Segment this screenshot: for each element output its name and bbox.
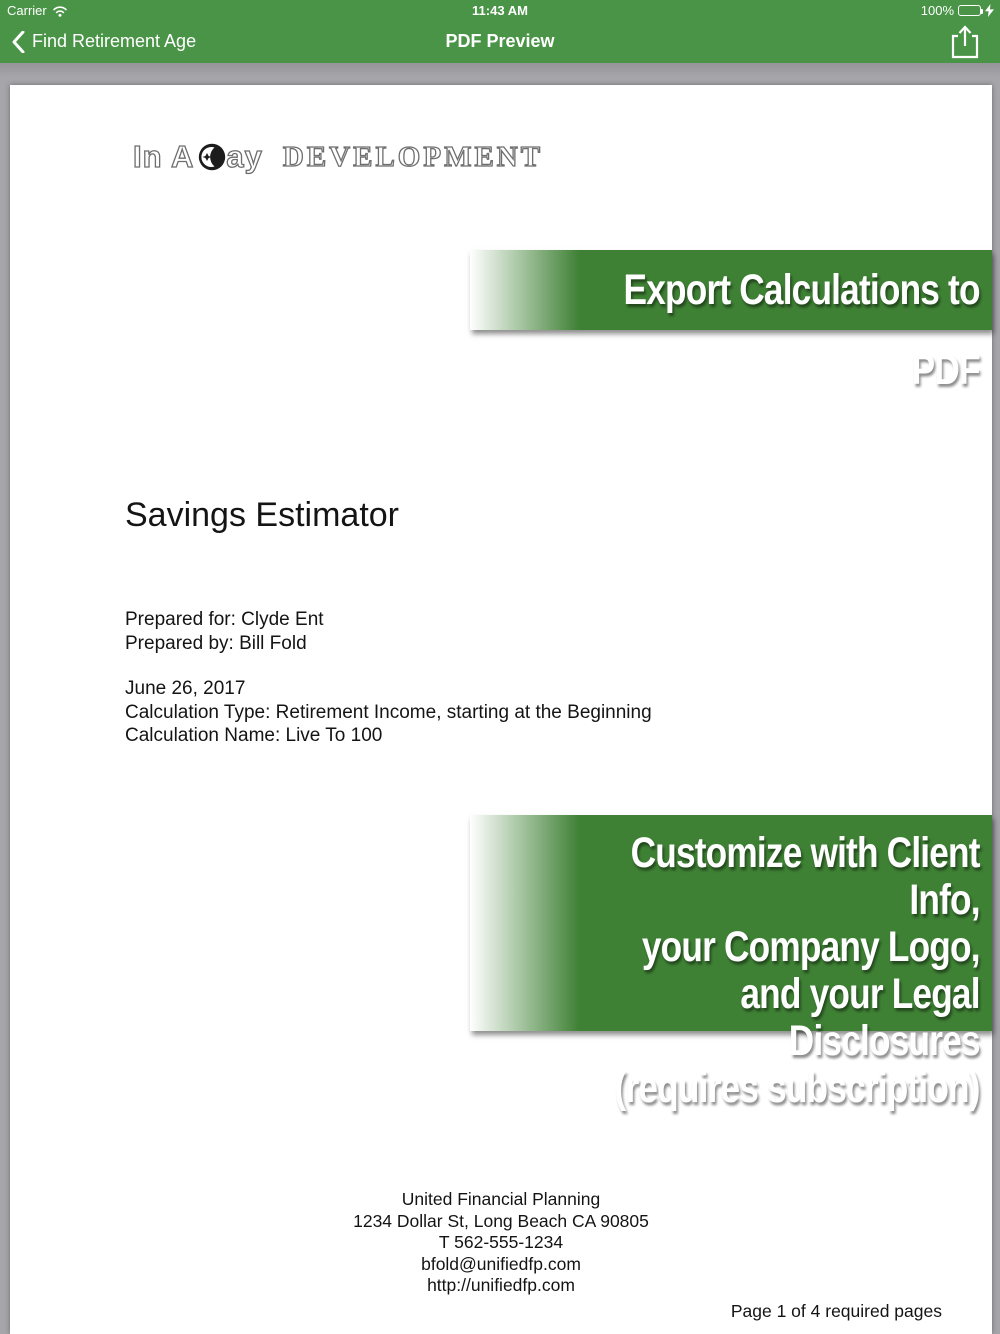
calc-name-line: Calculation Name: Live To 100 [125,725,383,746]
page-count-label: Page 1 of 4 required pages [730,1301,942,1321]
company-logo [133,137,543,177]
day-moon-icon [198,143,226,171]
promo-banner-export-text: Export Calculations to PDF [623,266,980,394]
logo-text-ay: ay [226,139,263,174]
promo-customize-line: Customize with Client Info, [630,829,980,924]
promo-banner-customize [470,815,992,1112]
promo-customize-line: (requires subscription) [614,1064,980,1112]
logo-text-development: DEVELOPMENT [282,140,544,173]
share-icon [951,25,979,59]
company-contact-block [10,1189,992,1297]
logo-text-in-a: In A [133,139,195,174]
company-address-line: 1234 Dollar St, Long Beach CA 90805 [353,1210,649,1231]
company-name-line: United Financial Planning [401,1189,601,1209]
pdf-page [10,85,992,1334]
date-line: June 26, 2017 [125,678,246,699]
battery-icon [958,5,981,16]
battery-percent: 100% [920,3,954,18]
charging-bolt-icon [985,4,994,17]
promo-banner-export [470,250,992,394]
carrier-label: Carrier [7,3,47,18]
status-bar [0,0,1000,20]
nav-bar [0,20,1000,63]
promo-customize-line: your Company Logo, [641,923,980,971]
prepared-info [125,608,324,655]
prepared-by-line: Prepared by: Bill Fold [125,632,307,654]
company-email-line: bfold@unifiedfp.com [421,1253,581,1274]
pdf-preview-scroll-area[interactable] [0,63,1000,1334]
promo-customize-line: and your Legal Disclosures [740,970,980,1065]
company-url-line: http://unifiedfp.com [427,1275,575,1296]
calculation-info [125,677,652,748]
share-button[interactable] [948,25,982,59]
calc-type-line: Calculation Type: Retirement Income, starting at the Beginning [125,701,652,723]
clock: 11:43 AM [472,3,528,18]
company-phone-line: T 562-555-1234 [438,1232,564,1253]
page-title: PDF Preview [445,31,555,51]
prepared-for-line: Prepared for: Clyde Ent [125,609,324,630]
back-label: Find Retirement Age [32,31,197,51]
document-title: Savings Estimator [125,496,399,534]
